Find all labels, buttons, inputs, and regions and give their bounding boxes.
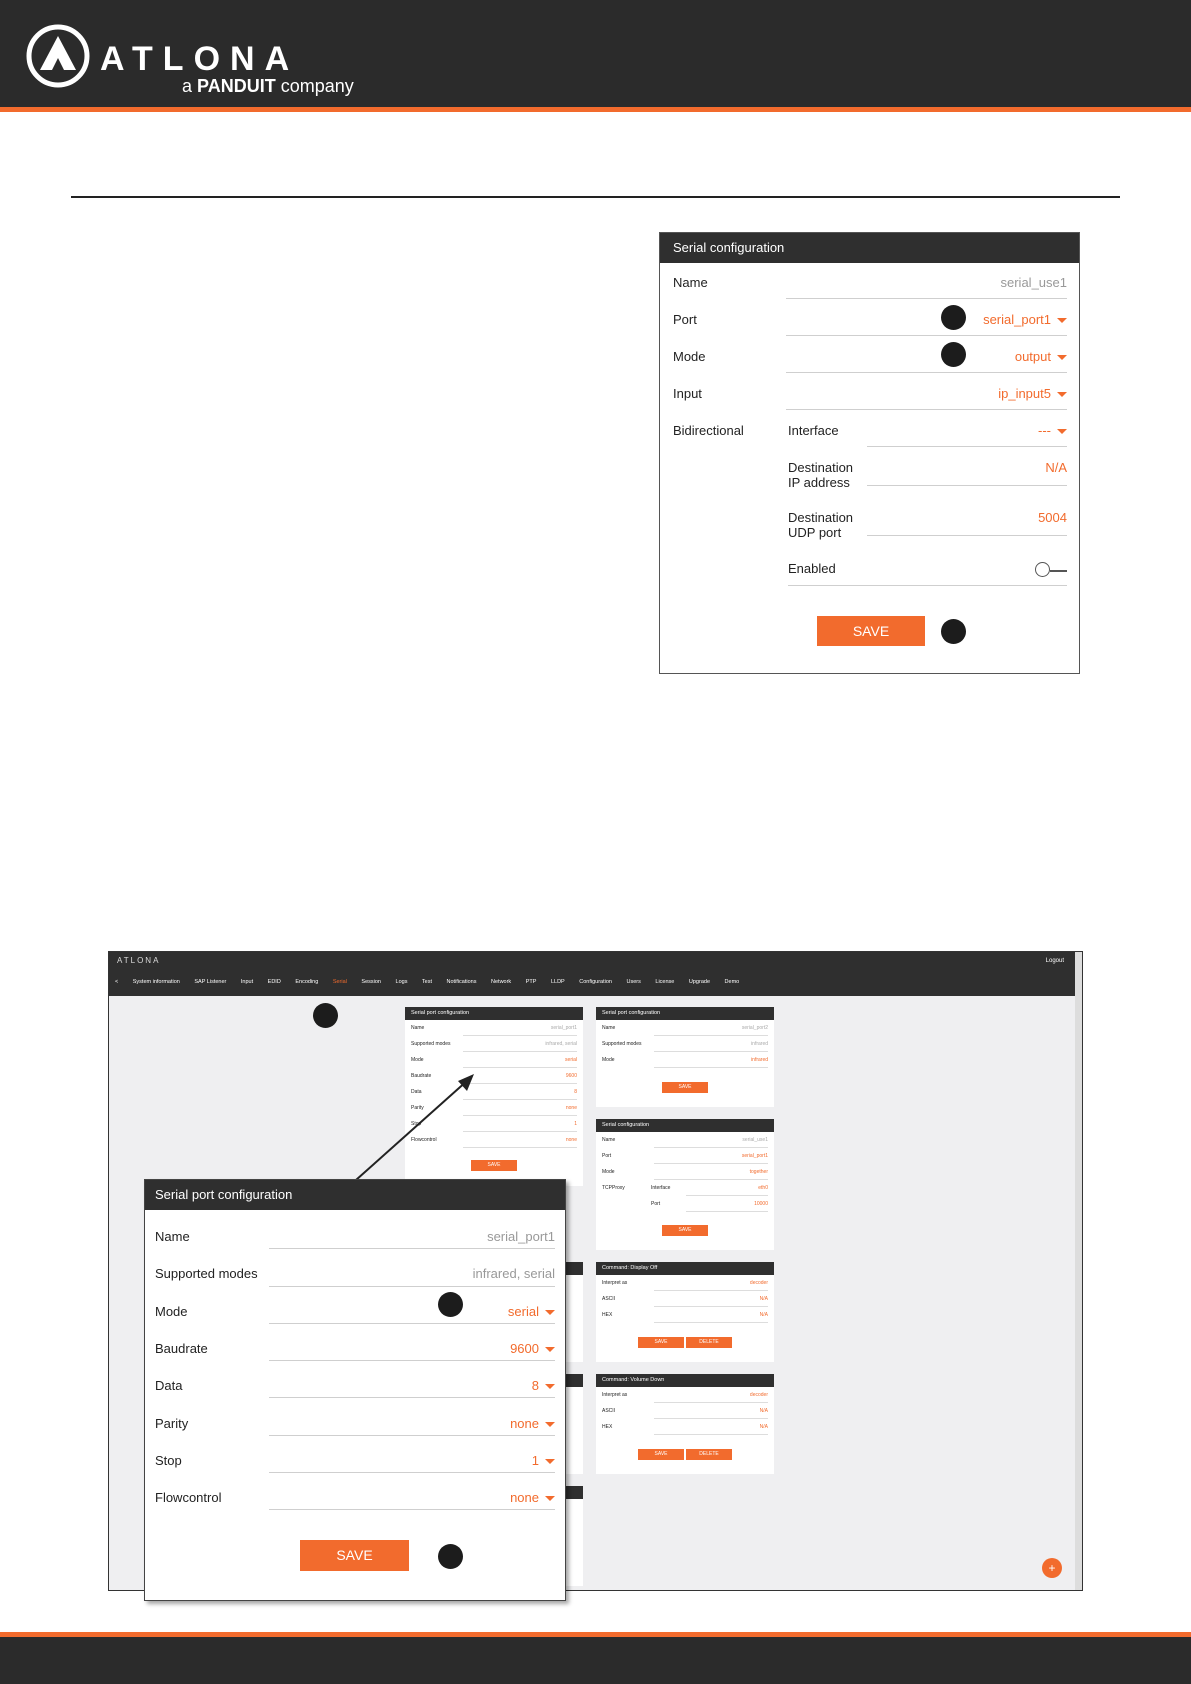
tagline-prefix: a (182, 76, 193, 96)
row-underline (463, 1067, 577, 1068)
nav-back[interactable]: < (115, 979, 119, 985)
enabled-underline (788, 585, 1067, 586)
app-top-bar (109, 952, 1082, 996)
callout-marker (941, 619, 966, 644)
nav-tab[interactable]: Network (491, 979, 512, 985)
row-underline (654, 1290, 768, 1291)
nav-tab[interactable]: EDID (267, 979, 281, 985)
save-button[interactable]: SAVE (662, 1082, 708, 1093)
callout-marker (941, 342, 966, 367)
row-underline (463, 1051, 577, 1052)
row-value[interactable]: 8 (574, 1089, 577, 1095)
nav-tab[interactable]: Encoding (295, 979, 319, 985)
row-underline (654, 1051, 768, 1052)
stop-underline (269, 1472, 555, 1473)
row-label: Name (602, 1025, 616, 1031)
row-label: Interface (651, 1185, 671, 1191)
card-row (602, 1405, 768, 1419)
row-value[interactable]: N/A (759, 1296, 768, 1302)
row-label: Data (411, 1089, 422, 1095)
row-underline (463, 1099, 577, 1100)
name-field[interactable]: serial_port1 (487, 1229, 555, 1244)
mode-label: Mode (673, 349, 706, 364)
stop-label: Stop (155, 1453, 182, 1468)
port-select-value: serial_port1 (983, 312, 1051, 327)
nav-tab[interactable]: License (655, 979, 675, 985)
nav-tab[interactable]: Notifications (446, 979, 477, 985)
row-value[interactable]: infrared (751, 1057, 768, 1063)
panel-title: Serial port configuration (145, 1180, 565, 1210)
main-nav (115, 979, 752, 985)
row-underline (463, 1131, 577, 1132)
card-row (602, 1022, 768, 1036)
mode-select-value: serial (507, 1304, 539, 1319)
port-label: Port (673, 312, 697, 327)
dest-ip-label-line1: Destination (788, 460, 854, 475)
flowcontrol-label: Flowcontrol (155, 1490, 222, 1505)
card-row (602, 1309, 768, 1323)
row-underline (654, 1067, 768, 1068)
data-select-value: 8 (531, 1378, 539, 1393)
delete-button[interactable]: DELETE (686, 1337, 732, 1348)
row-label: Supported modes (411, 1041, 451, 1047)
dest-ip-label-line2: IP address (788, 475, 850, 490)
mode-underline (786, 372, 1067, 373)
row-value: infrared (751, 1041, 768, 1047)
row-underline (654, 1179, 768, 1180)
interface-select[interactable] (1038, 423, 1067, 438)
row-label: Supported modes (602, 1041, 642, 1047)
row-underline (463, 1115, 577, 1116)
nav-tab[interactable]: Test (421, 979, 432, 985)
row-value: infrared, serial (545, 1041, 577, 1047)
nav-tab[interactable]: Session (361, 979, 381, 985)
card-title: Command: Volume Down (596, 1374, 774, 1387)
row-label: Mode (602, 1057, 615, 1063)
row-underline (654, 1418, 768, 1419)
row-label: Parity (411, 1105, 424, 1111)
chevron-down-icon (545, 1384, 555, 1389)
card-row (602, 1134, 768, 1148)
row-value[interactable]: N/A (759, 1312, 768, 1318)
nav-tab[interactable]: Demo (724, 979, 740, 985)
card-title: Command: Display Off (596, 1262, 774, 1275)
mode-select-value: output (1014, 349, 1051, 364)
row-label: Stop (411, 1121, 422, 1127)
input-underline (786, 409, 1067, 410)
interface-label: Interface (788, 423, 839, 438)
callout-marker (438, 1544, 463, 1569)
chevron-down-icon (545, 1347, 555, 1352)
dest-ip-label (788, 460, 853, 490)
port-underline (786, 335, 1067, 336)
add-button[interactable]: + (1042, 1558, 1062, 1578)
row-underline (463, 1035, 577, 1036)
input-select[interactable] (998, 386, 1067, 401)
atlona-logo-icon (26, 24, 90, 88)
parity-select[interactable] (510, 1416, 555, 1431)
app-logo: ATLONA (117, 956, 161, 965)
card-title: Serial configuration (596, 1119, 774, 1132)
row-value[interactable]: none (565, 1137, 577, 1143)
serial-config-card (596, 1119, 774, 1250)
card-row (602, 1150, 768, 1164)
chevron-down-icon (545, 1459, 555, 1464)
card-row (602, 1054, 768, 1068)
brand-name: ATLONA (100, 40, 300, 78)
nav-tab[interactable]: Upgrade (688, 979, 711, 985)
card-row (602, 1421, 768, 1435)
row-value[interactable]: decoder (749, 1392, 768, 1398)
row-label: Port (602, 1153, 612, 1159)
save-button[interactable]: SAVE (662, 1225, 708, 1236)
name-underline (269, 1248, 555, 1249)
card-row (411, 1038, 577, 1052)
mode-select[interactable] (1015, 349, 1067, 364)
card-title: Serial port configuration (596, 1007, 774, 1020)
row-label: Mode (602, 1169, 615, 1175)
callout-marker (313, 1003, 338, 1028)
save-button[interactable]: SAVE (300, 1540, 409, 1571)
card-row (602, 1038, 768, 1052)
row-value[interactable]: eth0 (758, 1185, 768, 1191)
card-row (602, 1293, 768, 1307)
name-label: Name (155, 1229, 190, 1244)
data-select[interactable] (532, 1378, 555, 1393)
card-row (602, 1277, 768, 1291)
row-value[interactable]: together (749, 1169, 768, 1175)
row-label: ASCII (602, 1296, 616, 1302)
mode-underline (269, 1323, 555, 1324)
row-underline (654, 1306, 768, 1307)
nav-tab[interactable]: Input (240, 979, 254, 985)
stop-select[interactable] (532, 1453, 555, 1468)
row-value[interactable]: none (565, 1105, 577, 1111)
row-underline (463, 1147, 577, 1148)
nav-tab[interactable]: Users (626, 979, 641, 985)
chevron-down-icon (545, 1496, 555, 1501)
card-row (602, 1389, 768, 1403)
row-label: Interpret as (602, 1392, 628, 1398)
chevron-down-icon (1057, 429, 1067, 434)
dest-udp-field[interactable]: 5004 (1038, 510, 1067, 525)
dest-udp-label-line2: UDP port (788, 525, 842, 540)
baudrate-label: Baudrate (155, 1341, 208, 1356)
bidirectional-label: Bidirectional (673, 423, 744, 438)
row-value[interactable]: serial_port1 (550, 1025, 577, 1031)
command-display-off-card (596, 1262, 774, 1362)
card-row (651, 1198, 768, 1212)
row-underline (686, 1195, 768, 1196)
name-field[interactable]: serial_use1 (1000, 275, 1067, 290)
flowcontrol-underline (269, 1509, 555, 1510)
parity-select-value: none (510, 1416, 539, 1431)
chevron-down-icon (1057, 318, 1067, 323)
card-title: Serial port configuration (405, 1007, 583, 1020)
nav-tab[interactable]: SAP Listener (194, 979, 227, 985)
row-label: Mode (411, 1057, 424, 1063)
toggle-knob (1035, 562, 1050, 577)
supported-modes-label: Supported modes (155, 1266, 258, 1281)
supported-modes-value: infrared, serial (472, 1266, 555, 1281)
tagline-suffix: company (280, 76, 354, 96)
row-underline (654, 1035, 768, 1036)
callout-arrow (350, 1070, 480, 1185)
tagline-brand: PANDUIT (197, 76, 276, 96)
modes-underline (269, 1286, 555, 1287)
row-label: TCPProxy (602, 1185, 625, 1191)
row-value[interactable]: 1 (574, 1121, 577, 1127)
enabled-label: Enabled (788, 561, 836, 576)
toggle-track (1050, 570, 1067, 572)
dest-ip-field[interactable]: N/A (1045, 460, 1067, 475)
row-value[interactable]: serial (565, 1057, 577, 1063)
row-value[interactable]: 9600 (565, 1073, 577, 1079)
data-underline (269, 1397, 555, 1398)
card-row (602, 1166, 768, 1180)
brand-tagline (182, 76, 354, 97)
parity-label: Parity (155, 1416, 189, 1431)
command-volume-down-card (596, 1374, 774, 1474)
save-button[interactable]: SAVE (817, 616, 925, 646)
mode-label: Mode (155, 1304, 188, 1319)
row-label: HEX (602, 1424, 613, 1430)
flowcontrol-select[interactable] (510, 1490, 555, 1505)
card-row (651, 1182, 768, 1196)
parity-underline (269, 1435, 555, 1436)
row-label: Baudrate (411, 1073, 432, 1079)
chevron-down-icon (1057, 355, 1067, 360)
row-underline (654, 1322, 768, 1323)
save-button[interactable]: SAVE (638, 1337, 684, 1348)
save-button[interactable]: SAVE (471, 1160, 517, 1171)
data-label: Data (155, 1378, 183, 1393)
card-row (411, 1022, 577, 1036)
row-underline (654, 1163, 768, 1164)
row-label: Name (411, 1025, 425, 1031)
scrollbar[interactable] (1075, 952, 1082, 1590)
interface-underline (867, 446, 1067, 447)
nav-tab[interactable]: Logs (395, 979, 408, 985)
dest-ip-underline (867, 485, 1067, 486)
row-label: Flowcontrol (411, 1137, 437, 1143)
panel-title: Serial configuration (660, 233, 1079, 263)
baudrate-underline (269, 1360, 555, 1361)
name-underline (786, 298, 1067, 299)
dest-udp-label (788, 510, 853, 540)
mode-select[interactable] (508, 1304, 555, 1319)
chevron-down-icon (545, 1422, 555, 1427)
row-label: Port (651, 1201, 661, 1207)
enabled-toggle[interactable] (1035, 562, 1067, 578)
port-select[interactable] (983, 312, 1067, 327)
row-underline (686, 1211, 768, 1212)
stop-select-value: 1 (531, 1453, 539, 1468)
row-value[interactable]: serial_port2 (741, 1025, 768, 1031)
baudrate-select-value: 9600 (510, 1341, 539, 1356)
logout-link[interactable]: Logout (1045, 958, 1064, 964)
zoomed-serial-port-config (144, 1179, 566, 1601)
callout-marker (438, 1292, 463, 1317)
nav-tab[interactable]: Configuration (579, 979, 612, 985)
nav-tab[interactable]: LLDP (550, 979, 565, 985)
row-underline (654, 1147, 768, 1148)
row-underline (654, 1402, 768, 1403)
baudrate-select[interactable] (510, 1341, 555, 1356)
serial-port-config-card (596, 1007, 774, 1107)
nav-tab-serial[interactable]: Serial (332, 979, 347, 985)
serial-configuration-panel (659, 232, 1080, 674)
dest-udp-label-line1: Destination (788, 510, 854, 525)
name-label: Name (673, 275, 708, 290)
section-divider (71, 196, 1120, 198)
row-underline (654, 1434, 768, 1435)
header-bar (0, 0, 1191, 112)
nav-tab[interactable]: System information (132, 979, 180, 985)
chevron-down-icon (1057, 392, 1067, 397)
input-label: Input (673, 386, 702, 401)
interface-select-value: --- (1038, 423, 1051, 438)
callout-marker (941, 305, 966, 330)
chevron-down-icon (545, 1310, 555, 1315)
row-value[interactable]: N/A (759, 1408, 768, 1414)
row-label: HEX (602, 1312, 613, 1318)
delete-button[interactable]: DELETE (686, 1449, 732, 1460)
row-value[interactable]: 10000 (754, 1201, 768, 1207)
row-value[interactable]: N/A (759, 1424, 768, 1430)
row-label: ASCII (602, 1408, 616, 1414)
row-label: Interpret as (602, 1280, 628, 1286)
save-button[interactable]: SAVE (638, 1449, 684, 1460)
footer-bar (0, 1632, 1191, 1684)
row-underline (463, 1083, 577, 1084)
row-value[interactable]: serial_use1 (742, 1137, 768, 1143)
card-row (411, 1054, 577, 1068)
row-label: Name (602, 1137, 616, 1143)
dest-udp-underline (867, 535, 1067, 536)
input-select-value: ip_input5 (998, 386, 1051, 401)
row-value[interactable]: decoder (749, 1280, 768, 1286)
flowcontrol-select-value: none (510, 1490, 539, 1505)
nav-tab[interactable]: PTP (525, 979, 537, 985)
row-value[interactable]: serial_port1 (741, 1153, 768, 1159)
